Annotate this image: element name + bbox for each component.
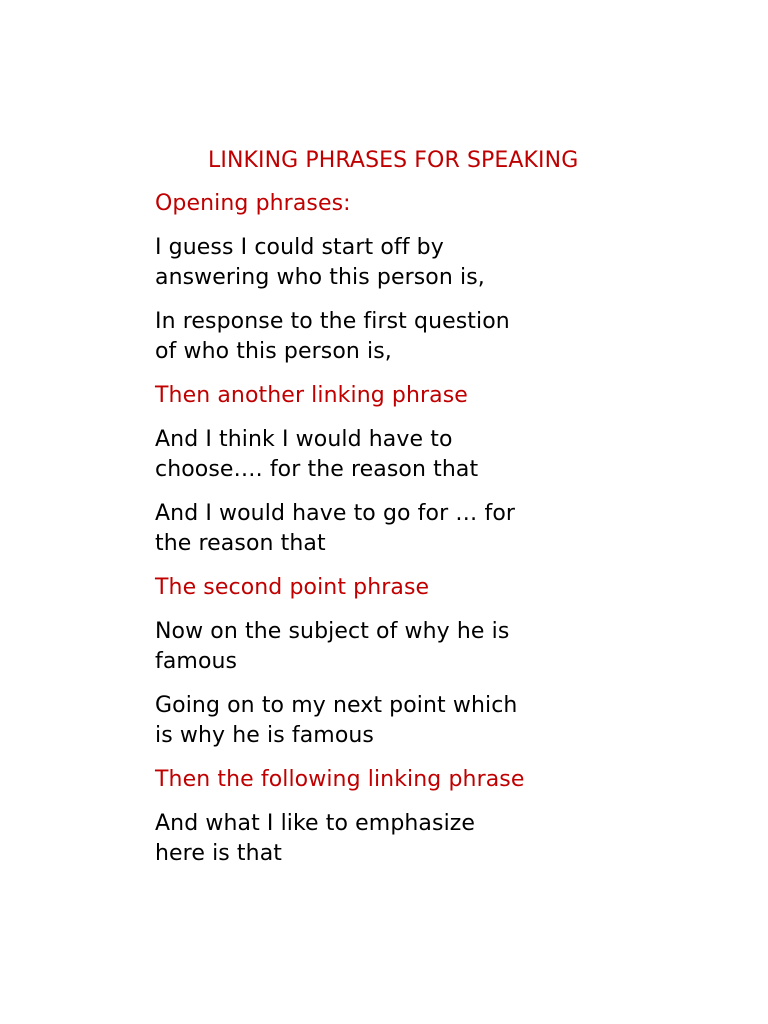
- heading-line: Opening phrases:: [155, 191, 351, 216]
- paragraph-line: answering who this person is,: [155, 265, 485, 290]
- section-heading-following-linking: [155, 765, 595, 795]
- paragraph-line: famous: [155, 649, 238, 674]
- paragraph-line: is why he is famous: [155, 723, 374, 748]
- phrase-paragraph: [155, 499, 595, 559]
- section-heading-second-point: [155, 573, 595, 603]
- phrase-paragraph: [155, 425, 595, 485]
- phrase-paragraph: [155, 307, 595, 367]
- document-title: LINKING PHRASES FOR SPEAKING: [208, 148, 579, 173]
- paragraph-line: Going on to my next point which: [155, 693, 518, 718]
- section-heading-another-linking: [155, 381, 595, 411]
- phrase-paragraph: [155, 809, 595, 869]
- paragraph-line: of who this person is,: [155, 339, 392, 364]
- paragraph-line: choose…. for the reason that: [155, 457, 479, 482]
- paragraph-line: here is that: [155, 841, 283, 866]
- heading-line: Then another linking phrase: [155, 383, 468, 408]
- paragraph-line: And what I like to emphasize: [155, 811, 476, 836]
- heading-line: Then the following linking phrase: [155, 767, 525, 792]
- phrase-paragraph: [155, 233, 595, 293]
- paragraph-line: Now on the subject of why he is: [155, 619, 510, 644]
- paragraph-line: the reason that: [155, 531, 326, 556]
- paragraph-line: In response to the first question: [155, 309, 510, 334]
- phrase-paragraph: [155, 617, 595, 677]
- section-heading-opening: [155, 189, 595, 219]
- heading-line: The second point phrase: [155, 575, 430, 600]
- phrase-paragraph: [155, 691, 595, 751]
- paragraph-line: And I would have to go for … for: [155, 501, 516, 526]
- paragraph-line: And I think I would have to: [155, 427, 453, 452]
- paragraph-line: I guess I could start off by: [155, 235, 444, 260]
- document-content: [155, 189, 595, 883]
